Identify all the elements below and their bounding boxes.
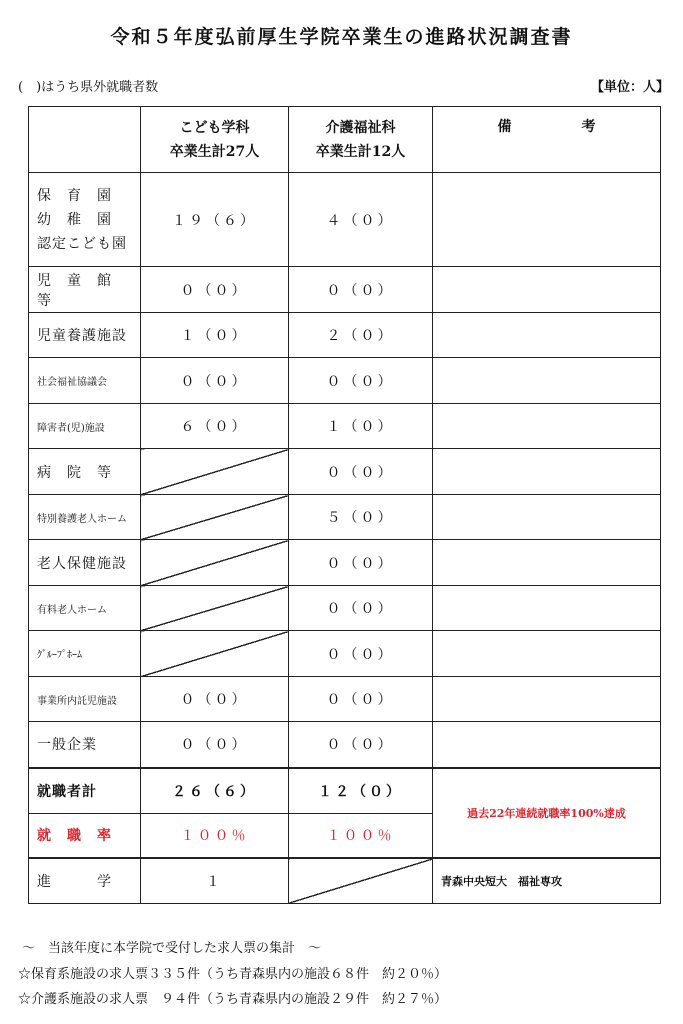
rate-children: １００％ <box>141 814 289 858</box>
table-row <box>29 586 661 631</box>
cell-children: １９（６） <box>141 173 289 267</box>
cell-care: ５（０） <box>289 495 433 540</box>
cell-remark <box>433 722 661 768</box>
further-care-na <box>289 858 433 904</box>
out-of-prefecture-note: ( )はうち県外就職者数 <box>18 80 159 95</box>
table-row <box>29 631 661 677</box>
row-label: 社会福祉協議会 <box>29 358 141 404</box>
cell-remark <box>433 631 661 677</box>
cell-remark <box>433 677 661 722</box>
rate-care: １００％ <box>289 814 433 858</box>
total-children: ２６（６） <box>141 768 289 814</box>
total-label: 就職者計 <box>29 768 141 814</box>
cell-children: １（０） <box>141 313 289 358</box>
cell-care: ０（０） <box>289 449 433 495</box>
table-row <box>29 313 661 358</box>
cell-children-na <box>141 495 289 540</box>
further-label: 進 学 <box>29 858 141 904</box>
table-row <box>29 540 661 586</box>
further-education-row <box>29 858 661 904</box>
table-row <box>29 358 661 404</box>
row-label: 老人保健施設 <box>29 540 141 586</box>
table-row <box>29 722 661 768</box>
cell-remark <box>433 313 661 358</box>
row-label-line: 保 育 園 <box>37 187 112 204</box>
total-row <box>29 768 661 814</box>
cell-remark <box>433 495 661 540</box>
cell-children-na <box>141 540 289 586</box>
cell-remark <box>433 449 661 495</box>
cell-children: ０（０） <box>141 267 289 313</box>
table-row <box>29 449 661 495</box>
cell-remark <box>433 358 661 404</box>
cell-care: １（０） <box>289 404 433 449</box>
unit-label: 【単位：人】 <box>590 80 669 95</box>
header-remarks: 備 考 <box>433 107 661 173</box>
document-title: 令和５年度弘前厚生学院卒業生の進路状況調査書 <box>110 26 573 48</box>
cell-care: ０（０） <box>289 677 433 722</box>
further-children: １ <box>141 858 289 904</box>
header-children-dept-total: 卒業生計27人 <box>169 143 260 160</box>
career-table <box>28 106 661 904</box>
header-care-dept-total: 卒業生計12人 <box>315 143 406 160</box>
footer-heading: ～ 当該年度に本学院で受付した求人票の集計 ～ <box>22 941 322 956</box>
cell-children-na <box>141 449 289 495</box>
row-label-line: 幼 稚 園 <box>37 211 112 228</box>
header-children-dept <box>141 107 289 173</box>
table-row <box>29 173 661 267</box>
cell-care: ２（０） <box>289 313 433 358</box>
row-label: 障害者(児)施設 <box>29 404 141 449</box>
header-children-dept-name: こども学科 <box>179 119 250 136</box>
footer-nursery-jobs: ☆保育系施設の求人票３３５件（うち青森県内の施設６８件 約２０％） <box>18 967 448 982</box>
table-row <box>29 267 661 313</box>
cell-children-na <box>141 631 289 677</box>
header-care-dept-name: 介護福祉科 <box>325 119 396 136</box>
rate-remark: 過去22年連続就職率100%達成 <box>433 768 661 858</box>
total-care: １２（０） <box>289 768 433 814</box>
row-label: 児 童 館 等 <box>29 267 141 313</box>
header-category <box>29 107 141 173</box>
cell-children: ０（０） <box>141 722 289 768</box>
cell-remark <box>433 267 661 313</box>
row-label: 特別養護老人ホーム <box>29 495 141 540</box>
cell-care: ０（０） <box>289 586 433 631</box>
row-label: 病 院 等 <box>29 449 141 495</box>
cell-care: ０（０） <box>289 722 433 768</box>
row-label: 有料老人ホーム <box>29 586 141 631</box>
cell-children: ０（０） <box>141 358 289 404</box>
row-label: 一般企業 <box>29 722 141 768</box>
cell-children-na <box>141 586 289 631</box>
further-remark: 青森中央短大 福祉専攻 <box>433 858 661 904</box>
cell-care: ０（０） <box>289 540 433 586</box>
header-row <box>29 107 661 173</box>
cell-care: ４（０） <box>289 173 433 267</box>
table-row <box>29 404 661 449</box>
table-row <box>29 677 661 722</box>
cell-children: ６（０） <box>141 404 289 449</box>
table-row <box>29 495 661 540</box>
cell-remark <box>433 404 661 449</box>
row-label: ｸﾞﾙｰﾌﾟﾎｰﾑ <box>29 631 141 677</box>
rate-label: 就 職 率 <box>29 814 141 858</box>
cell-remark <box>433 586 661 631</box>
cell-care: ０（０） <box>289 631 433 677</box>
cell-remark <box>433 540 661 586</box>
row-label: 児童養護施設 <box>29 313 141 358</box>
cell-remark <box>433 173 661 267</box>
cell-children: ０（０） <box>141 677 289 722</box>
footer-care-jobs: ☆介護系施設の求人票 ９４件（うち青森県内の施設２９件 約２７％） <box>18 992 448 1007</box>
row-label-line: 認定こども園 <box>37 235 127 252</box>
cell-care: ０（０） <box>289 267 433 313</box>
header-care-dept <box>289 107 433 173</box>
row-label-nursery <box>29 173 141 267</box>
cell-care: ０（０） <box>289 358 433 404</box>
row-label: 事業所内託児施設 <box>29 677 141 722</box>
